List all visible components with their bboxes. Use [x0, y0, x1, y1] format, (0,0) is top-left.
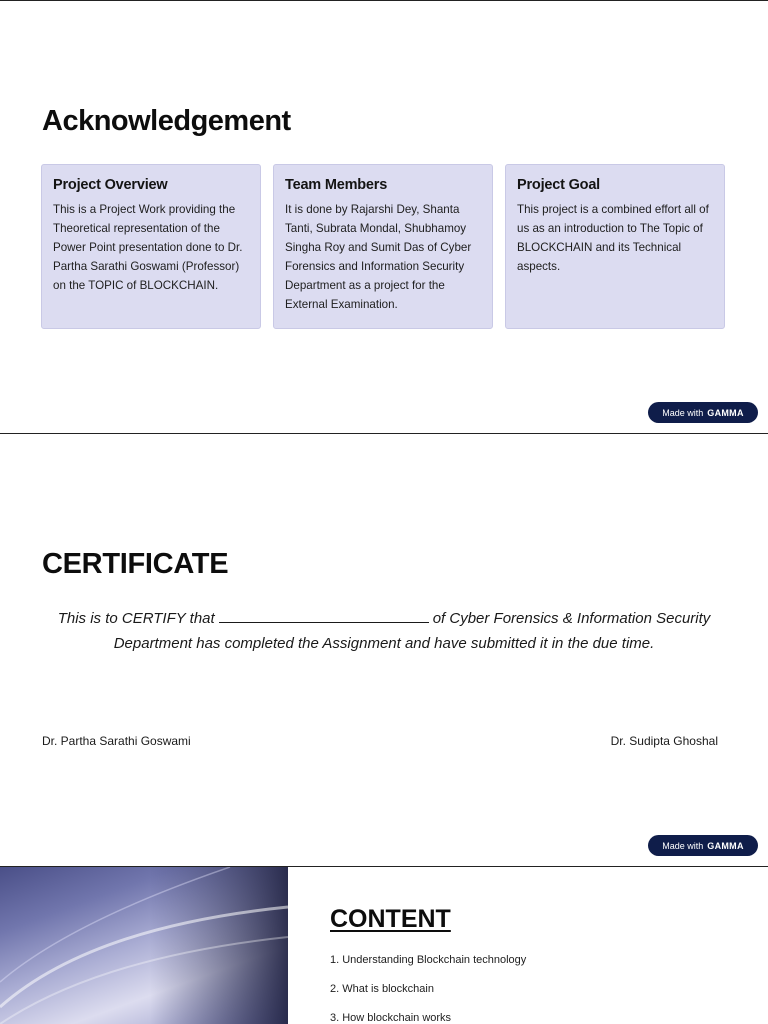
card-title: Project Goal	[517, 177, 601, 193]
certificate-title: CERTIFICATE	[42, 548, 229, 580]
list-item: 3. How blockchain works	[330, 1012, 452, 1024]
card-body: This project is a combined effort all of us as an introduction to The Topic of BLOCKCHAIN and its Technical aspects.	[517, 203, 709, 273]
list-item: 1. Understanding Blockchain technology	[330, 954, 527, 966]
card-body: It is done by Rajarshi Dey, Shanta Tanti, Subrata Mondal, Shubhamoy Singha Roy and Sumit Das of Cyber Forensics and Information Security Department as a project for the External Examination.	[285, 203, 472, 311]
signatory-right: Dr. Sudipta Ghoshal	[610, 734, 718, 748]
badge-prefix: Made with	[662, 840, 704, 851]
certificate-text-after: of Cyber Forensics & Information Security Department has completed the Assignment and have submitted it in the due time.	[113, 610, 711, 652]
card-title: Team Members	[285, 177, 388, 193]
made-with-gamma-badge[interactable]	[648, 402, 758, 423]
gamma-logo: GAMMA	[707, 407, 744, 418]
card-project-goal	[505, 164, 725, 329]
name-blank-line	[219, 609, 429, 623]
card-project-overview	[41, 164, 261, 329]
slide-certificate	[0, 434, 768, 866]
light-streak-graphic	[0, 867, 288, 1024]
content-title: CONTENT	[330, 905, 451, 933]
slide-content	[0, 867, 768, 1024]
certificate-statement	[42, 606, 726, 656]
list-item: 2. What is blockchain	[330, 983, 434, 995]
card-title: Project Overview	[53, 177, 168, 193]
certificate-text-before: This is to CERTIFY that	[57, 610, 215, 627]
signatory-left: Dr. Partha Sarathi Goswami	[42, 734, 191, 748]
card-body: This is a Project Work providing the Theoretical representation of the Power Point presentation done to Dr. Partha Sarathi Goswami (Professor) on the TOPIC of BLOCKCHAIN.	[53, 203, 243, 292]
abstract-gradient-image	[0, 867, 288, 1024]
acknowledgement-title: Acknowledgement	[42, 105, 291, 137]
content-list	[330, 954, 526, 1024]
badge-prefix: Made with	[662, 407, 704, 418]
made-with-gamma-badge[interactable]	[648, 835, 758, 856]
gamma-logo: GAMMA	[707, 840, 744, 851]
slide-acknowledgement	[0, 1, 768, 433]
card-team-members	[273, 164, 493, 329]
